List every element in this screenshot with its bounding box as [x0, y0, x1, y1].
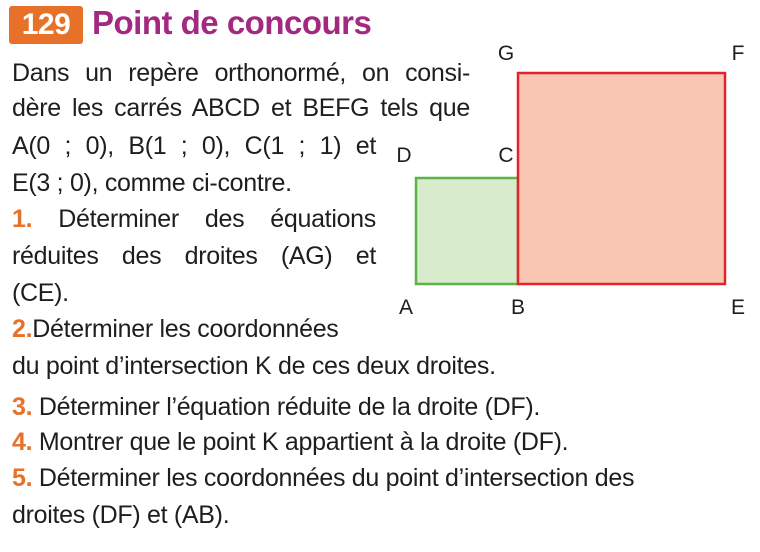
point-label-b: B — [510, 296, 526, 319]
intro-line-4: E(3 ; 0), comme ci-contre. — [12, 169, 292, 197]
question-2-text: Déterminer les coordonnées — [32, 315, 339, 343]
question-1-line-2: réduites des droites (AG) et — [12, 242, 376, 270]
squares-figure — [380, 40, 760, 330]
question-1-line-3: (CE). — [12, 279, 69, 307]
square-befg — [518, 73, 725, 284]
question-2-line-2: du point d’intersection K de ces deux droites. — [12, 352, 496, 380]
question-1-text: Déterminer des équations — [58, 205, 376, 233]
question-3-number: 3. — [12, 393, 33, 421]
square-abcd — [416, 178, 518, 284]
question-5-line-2: droites (DF) et (AB). — [12, 501, 230, 529]
question-3-text: Déterminer l’équation réduite de la droite (DF). — [38, 393, 541, 421]
question-2-number: 2. — [12, 315, 33, 343]
intro-line-2: dère les carrés ABCD et BEFG tels que — [12, 94, 470, 122]
question-5-text: Déterminer les coordonnées du point d’intersection des — [38, 464, 635, 492]
exercise-number-badge: 129 — [9, 6, 83, 44]
point-label-f: F — [731, 42, 745, 65]
question-4-text: Montrer que le point K appartient à la droite (DF). — [38, 428, 569, 456]
exercise-title: Point de concours — [92, 4, 372, 41]
point-label-a: A — [398, 296, 414, 319]
question-1-number: 1. — [12, 205, 33, 233]
question-1-line-1 — [12, 204, 376, 234]
question-5-number: 5. — [12, 464, 33, 492]
question-5-line-1 — [12, 463, 634, 493]
point-label-e: E — [730, 296, 746, 319]
question-4-number: 4. — [12, 428, 33, 456]
point-label-c: C — [498, 144, 514, 167]
intro-line-3: A(0 ; 0), B(1 ; 0), C(1 ; 1) et — [12, 132, 376, 160]
point-label-g: G — [497, 42, 515, 65]
question-3 — [12, 392, 540, 422]
question-2-line-1 — [12, 314, 339, 344]
question-4 — [12, 427, 568, 457]
point-label-d: D — [396, 144, 412, 167]
intro-line-1: Dans un repère orthonormé, on consi- — [12, 59, 470, 87]
